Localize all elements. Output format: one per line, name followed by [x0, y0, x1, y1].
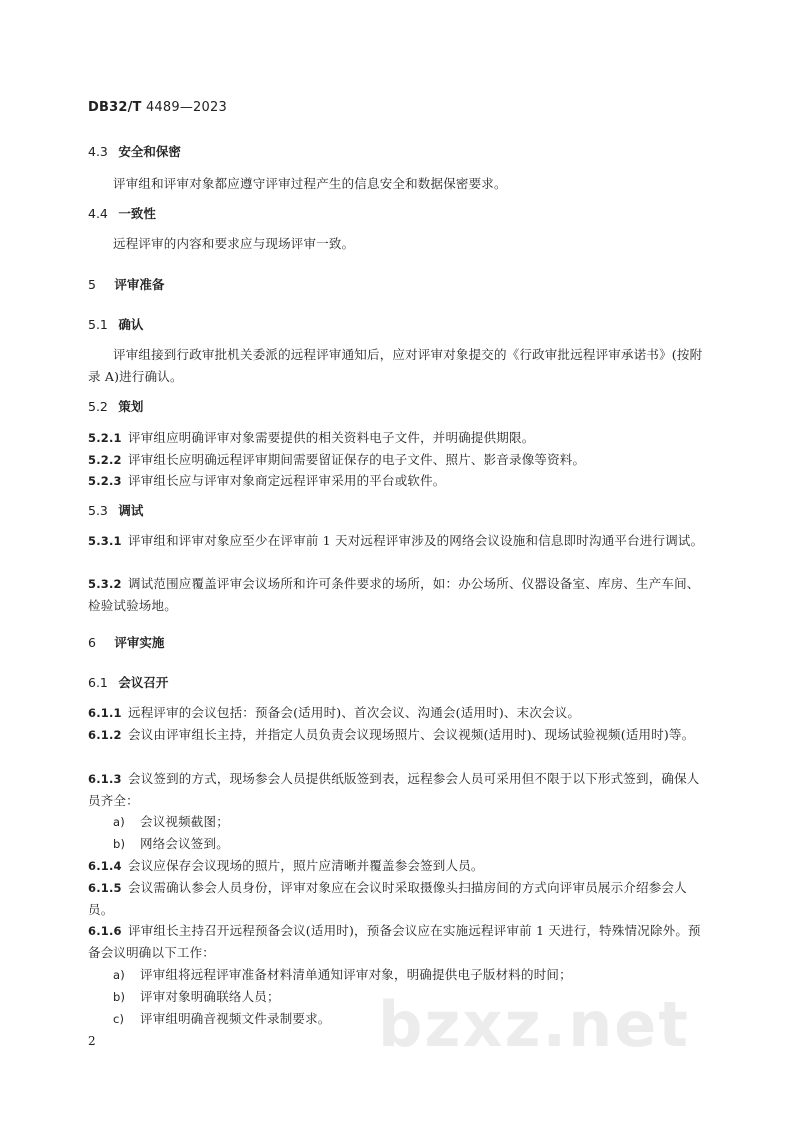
standard-code-prefix: DB32/T [88, 100, 142, 115]
clause-5-2-2: 5.2.2 评审组长应明确远程评审期间需要留证保存的电子文件、照片、影音录像等资料。 [88, 452, 586, 467]
clause-5-2-1: 5.2.1 评审组应明确评审对象需要提供的相关资料电子文件，并明确提供期限。 [88, 430, 535, 445]
clause-6-1-6: 6.1.6 评审组长主持召开远程预备会议(适用时)，预备会议应在实施远程评审前 1 天进行，特殊情况除外。预备会议明确以下工作： [88, 923, 701, 960]
clause-5-3-1: 5.3.1 评审组和评审对象应至少在评审前 1 天对远程评审涉及的网络会议设施和信息即时沟通平台进行调试。 [88, 533, 704, 548]
section-heading-5-2: 5.2 策划 [88, 399, 144, 414]
clause-5-3-2: 5.3.2 调试范围应覆盖评审会议场所和许可条件要求的场所，如：办公场所、仪器设备室、库房、生产车间、检验试验场地。 [88, 576, 700, 613]
document-code-header [88, 100, 227, 115]
watermark: bzxz.net [378, 988, 690, 1061]
standard-code-number: 4489—2023 [145, 100, 227, 115]
list-item: a) 评审组将远程评审准备材料清单通知评审对象，明确提供电子版材料的时间； [113, 967, 572, 982]
list-item: a) 会议视频截图； [113, 814, 229, 829]
section-heading-4-4: 4.4 一致性 [88, 206, 156, 221]
paragraph-5-1: 评审组接到行政审批机关委派的远程评审通知后，应对评审对象提交的《行政审批远程评审承诺书》(按附录 A)进行确认。 [88, 347, 703, 384]
clause-6-1-4: 6.1.4 会议应保存会议现场的照片，照片应清晰并覆盖参会签到人员。 [88, 858, 484, 873]
clause-5-2-3: 5.2.3 评审组长应与评审对象商定远程评审采用的平台或软件。 [88, 473, 446, 488]
list-item: b) 网络会议签到。 [113, 836, 229, 851]
chapter-heading-6: 6 评审实施 [88, 635, 165, 650]
clause-6-1-2: 6.1.2 会议由评审组长主持，并指定人员负责会议现场照片、会议视频(适用时)、现场试验视频(适用时)等。 [88, 727, 695, 742]
list-item: b) 评审对象明确联络人员； [113, 989, 280, 1004]
clause-6-1-1: 6.1.1 远程评审的会议包括：预备会(适用时)、首次会议、沟通会(适用时)、末次会议。 [88, 705, 581, 720]
clause-6-1-5: 6.1.5 会议需确认参会人员身份，评审对象应在会议时采取摄像头扫描房间的方式向评审员展示介绍参会人员。 [88, 880, 687, 917]
section-heading-4-3: 4.3 安全和保密 [88, 144, 181, 159]
paragraph-4-3: 评审组和评审对象都应遵守评审过程产生的信息安全和数据保密要求。 [113, 176, 507, 191]
page-number: 2 [88, 1034, 96, 1048]
section-heading-5-3: 5.3 调试 [88, 503, 144, 518]
clause-6-1-3: 6.1.3 会议签到的方式，现场参会人员提供纸版签到表，远程参会人员可采用但不限于以下形式签到，确保人员齐全： [88, 771, 700, 808]
list-item: c) 评审组明确音视频文件录制要求。 [113, 1011, 331, 1026]
chapter-heading-5: 5 评审准备 [88, 277, 165, 292]
paragraph-4-4: 远程评审的内容和要求应与现场评审一致。 [113, 236, 355, 251]
section-heading-5-1: 5.1 确认 [88, 317, 144, 332]
section-heading-6-1: 6.1 会议召开 [88, 675, 169, 690]
